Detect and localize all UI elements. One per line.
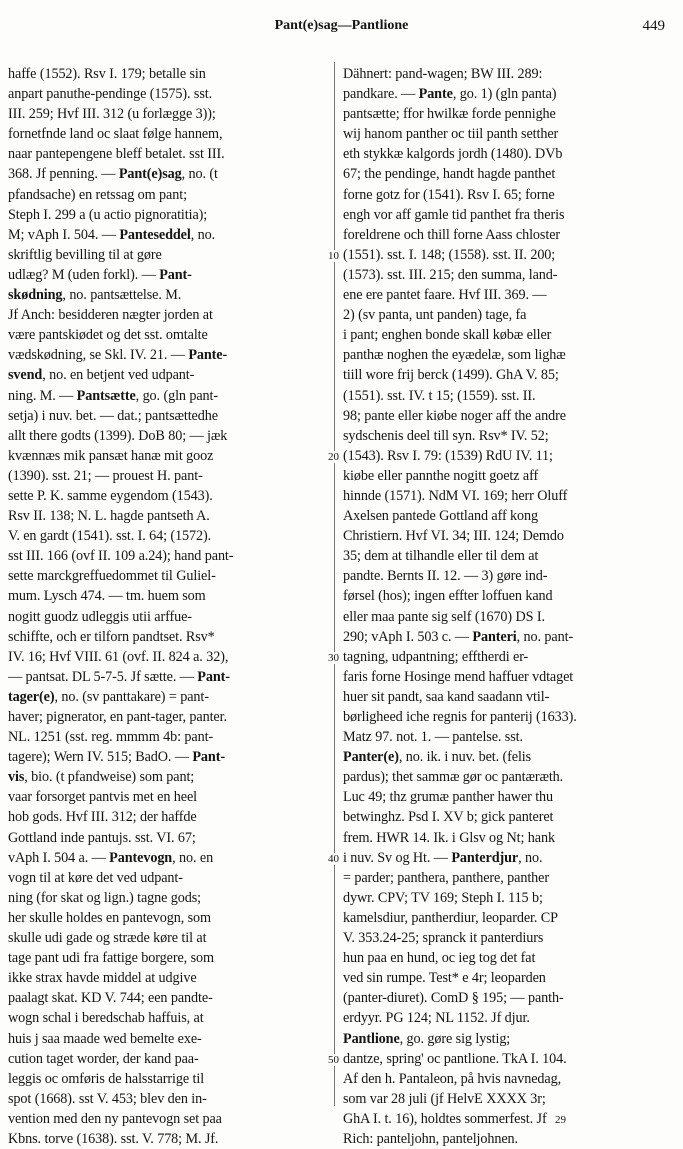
text-line: foreldrene och thill forne Aass chloster (343, 226, 561, 243)
text-line: Matz 97. not. 1. — pantelse. sst. (343, 729, 523, 746)
text-line: forne gotz for (1541). Rsv I. 65; forne (343, 186, 555, 203)
text-line: dywr. CPV; TV 169; Steph I. 115 b; (343, 889, 543, 906)
text-line: være pantskiødet og det sst. omtalte (8, 327, 208, 344)
text-line: pantsætte; ffor hwilkæ forde pennighe (343, 106, 556, 123)
text-line: tiill wore frij berck (1499). GhA V. 85; (343, 367, 559, 384)
right-column (343, 64, 661, 1149)
text-line: tagning, udpantning; efftherdi er- (343, 648, 529, 665)
line-number: 30 (328, 651, 339, 664)
text-line: hob gods. Hvf III. 312; der haffde (8, 809, 197, 826)
text-line: Christiern. Hvf VI. 34; III. 124; Demdo (343, 528, 564, 545)
text-line: tager(e), no. (sv panttakare) = pant- (8, 688, 209, 705)
text-line: i pant; enghen bonde skall købæ eller (343, 327, 552, 344)
text-line: pardus); thet sammæ gør oc pantæræth. (343, 769, 564, 786)
text-line: sydschenis deel till syn. Rsv* IV. 52; (343, 427, 549, 444)
text-line: pfandsache) en retssag om pant; (8, 186, 187, 203)
text-line: Rsv II. 138; N. L. hagde pantseth A. (8, 508, 210, 525)
text-line: svend, no. en betjent ved udpant- (8, 367, 195, 384)
text-line: V. 353.24-25; spranck it panterdiurs (343, 930, 544, 947)
text-line: ning (for skat og lign.) tagne gods; (8, 889, 202, 906)
text-line: Jf Anch: besidderen nægter jorden at (8, 307, 213, 324)
text-line: i nuv. Sv og Ht. — Panterdjur, no. (343, 849, 543, 866)
text-line: skulle udi gade og stræde køre til at (8, 930, 207, 947)
text-line: allt there godts (1399). DoB 80; — jæk (8, 427, 228, 444)
text-line: faris forne Hosinge mend haffuer vdtaget (343, 668, 574, 685)
text-line: schiffte, och er tilforn pandtset. Rsv* (8, 628, 215, 645)
text-line: engh vor aff gamle tid panthet fra theris (343, 206, 565, 223)
text-line: børligheed iche regnis for panterij (1633). (343, 709, 577, 725)
text-line: ene ere pantet faare. Hvf III. 369. — (343, 287, 547, 304)
text-line: pandte. Bernts II. 12. — 3) gøre ind- (343, 568, 548, 585)
text-line: wogn schal i beredschab haffuis, at (8, 1010, 204, 1027)
text-line: ved sin rumpe. Test* e 4r; leoparden (343, 970, 546, 987)
text-line: sst III. 166 (ovf II. 109 a.24); hand pant- (8, 548, 234, 565)
text-line: Pantlione, go. gøre sig lystig; (343, 1030, 511, 1047)
text-line: setja) i nuv. bet. — dat.; pantsættedhe (8, 407, 218, 424)
text-line: hinnde (1571). NdM VI. 169; herr Oluff (343, 487, 568, 504)
text-line: udlæg? M (uden forkl). — Pant- (8, 266, 192, 283)
text-line: vAph I. 504 a. — Pantevogn, no. en (8, 849, 214, 866)
text-line: (1551). sst. IV. t 15; (1559). sst. II. (343, 387, 536, 404)
text-line: tagere); Wern IV. 515; BadO. — Pant- (8, 749, 225, 766)
text-line: tage pant udi fra fattige borgere, som (8, 950, 214, 967)
text-line: huis j saa maade wed bemelte exe- (8, 1030, 202, 1047)
text-line: vention med den ny pantevogn set paa (8, 1110, 222, 1127)
text-line: (1543). Rsv I. 79: (1539) RdU IV. 11; (343, 447, 553, 464)
text-line: (panter-diuret). ComD § 195; — panth- (343, 990, 564, 1007)
text-line: (1390). sst. 21; — prouest H. pant- (8, 467, 203, 484)
text-line: som var 28 juli (jf HelvE XXXX 3r; (343, 1090, 546, 1107)
text-line: GhA I. t. 16), holdtes sommerfest. Jf (343, 1110, 547, 1127)
text-line: Rich: panteljohn, panteljohnen. (343, 1130, 518, 1147)
column-divider (334, 62, 335, 1106)
text-line: betwinghz. Psd I. XV b; gick panteret (343, 809, 554, 826)
text-line: wij hanom panther oc tiil panth setther (343, 126, 559, 143)
text-line: eller maa pante sig self (1670) DS I. (343, 608, 545, 625)
text-line: frem. HWR 14. Ik. i Glsv og Nt; hank (343, 829, 555, 846)
line-number: 50 (328, 1053, 339, 1066)
text-line: cution taget worder, der kand paa- (8, 1050, 199, 1067)
text-line: Kbns. torve (1638). sst. V. 778; M. Jf. (8, 1130, 219, 1147)
line-number: 10 (328, 249, 339, 262)
text-line: dantze, spring' oc pantlione. TkA I. 104. (343, 1050, 567, 1067)
text-line: huer sit pandt, saa kand saadann vtil- (343, 688, 550, 705)
text-line: NL. 1251 (sst. reg. mmmm 4b: pant- (8, 729, 214, 746)
text-line: 98; pante eller kiøbe noger aff the andre (343, 407, 566, 424)
text-line: skriftlig bevilling til at gøre (8, 246, 162, 263)
page-number: 449 (642, 18, 665, 34)
text-line: Gottland inde pantujs. sst. VI. 67; (8, 829, 196, 846)
text-line: eth stykkæ kalgords jordh (1480). DVb (343, 146, 563, 163)
text-line: fornetfnde land oc slaat følge hannem, (8, 126, 223, 143)
text-line: paalagt skat. KD V. 744; een pandte- (8, 990, 213, 1007)
text-line: leggis oc omføris de halsstarrige til (8, 1070, 205, 1087)
text-line: pandkare. — Pante, go. 1) (gln panta) (343, 86, 557, 103)
text-line: Luc 49; thz grumæ panther hawer thu (343, 789, 554, 806)
text-line: Dähnert: pand-wagen; BW III. 289: (343, 66, 543, 82)
text-line: hun paa en hund, oc ieg tog det fat (343, 950, 536, 967)
text-line: skødning, no. pantsættelse. M. (8, 287, 182, 304)
line-number: 20 (328, 450, 339, 463)
text-line: vaar forsorget pantvis met en heel (8, 789, 197, 806)
text-line: V. en gardt (1541). sst. I. 64; (1572). (8, 528, 212, 545)
left-column (8, 64, 326, 1149)
text-line: vogn til at køre det ved udpant- (8, 869, 183, 886)
text-line: — pantsat. DL 5-7-5. Jf sætte. — Pant- (8, 668, 230, 685)
text-line: haver; pignerator, en pant-tager, panter. (8, 709, 227, 725)
text-line: mum. Lysch 474. — tm. huem som (8, 588, 206, 605)
text-line: Axelsen pantede Gottland aff kong (343, 508, 539, 525)
text-line: vis, bio. (t pfandweise) som pant; (8, 769, 195, 786)
page-header (0, 18, 683, 40)
text-line: ning. M. — Pantsætte, go. (gln pant- (8, 387, 218, 404)
text-line: kiøbe eller pannthe nogitt goetz aff (343, 467, 539, 484)
text-line: anpart panuthe-pendinge (1575). sst. (8, 86, 213, 103)
text-line: naar pantepengene bleff betalet. sst III. (8, 146, 225, 163)
text-line: 67; the pendinge, handt hagde panthet (343, 166, 556, 183)
text-line: nogitt guodz udleggis utii arffue- (8, 608, 192, 625)
text-line: = parder; panthera, panthere, panther (343, 869, 549, 886)
text-line: 368. Jf penning. — Pant(e)sag, no. (t (8, 166, 218, 183)
text-line: sette marckgreffuedommet til Guliel- (8, 568, 216, 585)
text-line: (1551). sst. I. 148; (1558). sst. II. 200; (343, 246, 556, 263)
text-line: IV. 16; Hvf VIII. 61 (ovf. II. 824 a. 32), (8, 648, 229, 665)
text-line: III. 259; Hvf III. 312 (u forlægge 3)); (8, 106, 216, 123)
text-line: spot (1668). sst V. 453; blev den in- (8, 1090, 207, 1107)
text-line: panthæ noghen the eyædelæ, som lighæ (343, 347, 566, 364)
text-line: Panter(e), no. ik. i nuv. bet. (felis (343, 749, 532, 766)
text-line: ikke strax havde middel at udgive (8, 970, 197, 987)
text-line: erdyyr. PG 124; NL 1152. Jf djur. (343, 1010, 530, 1027)
text-line: M; vAph I. 504. — Panteseddel, no. (8, 226, 216, 243)
text-line: sette P. K. samme eygendom (1543). (8, 487, 213, 504)
text-line: 35; dem at tilhandle eller til dem at (343, 548, 539, 565)
text-line: 2) (sv panta, unt panden) tage, fa (343, 307, 527, 324)
text-line: haffe (1552). Rsv I. 179; betalle sin (8, 66, 206, 82)
text-line: kamelsdiur, pantherdiur, leoparder. CP (343, 909, 558, 926)
printer-signature: 29 (555, 1114, 566, 1126)
text-line: Steph I. 299 a (u actio pignoratitia); (8, 206, 208, 223)
text-line: kvænnæs mik pansæt hanæ mit gooz (8, 447, 214, 464)
text-line: Af den h. Pantaleon, på hvis navnedag, (343, 1070, 562, 1087)
running-title: Pant(e)sag—Pantlione (274, 18, 409, 33)
text-line: førsel (hos); ingen effter loffuen kand (343, 588, 553, 605)
text-line: vædskødning, se Skl. IV. 21. — Pante- (8, 347, 228, 364)
text-line: (1573). sst. III. 215; den summa, land- (343, 266, 558, 283)
text-line: 290; vAph I. 503 c. — Panteri, no. pant- (343, 628, 574, 645)
text-line: her skulle holdes en pantevogn, som (8, 909, 211, 926)
line-number: 40 (328, 852, 339, 865)
